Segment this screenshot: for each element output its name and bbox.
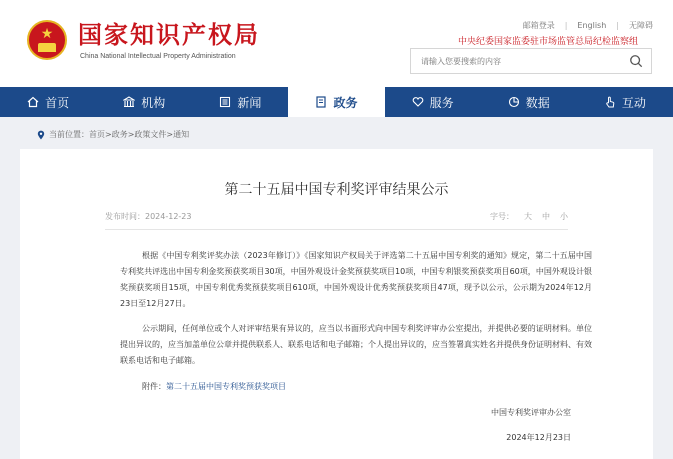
nav-item-label: 服务 [429,95,454,110]
breadcrumb-label: 当前位置： [49,130,89,139]
national-emblem-icon[interactable]: ★ [27,20,67,60]
hand-pointer-icon [604,96,616,108]
font-size-selector [480,211,568,222]
nav-item-news[interactable] [192,87,288,117]
article-card [20,149,653,459]
article-title: 第二十五届中国专利奖评审结果公示 [224,182,449,198]
breadcrumb [37,129,189,140]
heart-hand-icon [412,96,424,108]
nav-item-label: 新闻 [237,95,262,110]
article-paragraph-2: 公示期间，任何单位或个人对评审结果有异议的，应当以书面形式向中国专利奖评审办公室提出，并提供必要的证明材料。单位提出异议的，应当加盖单位公章并提供联系人、联系电话和电子邮箱；个人提出异议的，应当签署真实姓名并提供身份证明材料、有效联系电话和电子邮箱。 [120,324,592,365]
nav-item-label: 机构 [141,95,166,110]
publish-date: 发布时间：2024-12-23 [105,212,192,221]
font-size-label: 字号： [490,212,514,221]
location-pin-icon [37,130,45,140]
breadcrumb-path[interactable]: 首页>政务>政策文件>通知 [89,130,190,139]
attachment [142,381,286,392]
search-input[interactable] [411,49,623,73]
signature: 中国专利奖评审办公室 [491,408,571,417]
font-size-medium[interactable]: 中 [542,212,550,221]
nav-item-label: 互动 [621,95,646,110]
chart-icon [508,96,520,108]
site-subtitle: China National Intellectual Property Administration [80,53,236,60]
nav-item-label: 政务 [333,95,358,110]
news-icon [219,96,231,108]
discipline-link[interactable]: 中央纪委国家监委驻市场监管总局纪检监察组 [457,37,638,47]
nav-item-home[interactable] [0,87,96,117]
signature-date: 2024年12月23日 [506,433,571,442]
site-title[interactable]: 国家知识产权局 [78,20,260,49]
font-size-small[interactable]: 小 [560,212,568,221]
divider [105,229,568,230]
english-link[interactable]: English [577,21,607,30]
building-icon [123,96,135,108]
site-header [0,0,673,87]
email-login-link[interactable]: 邮箱登录 [522,21,555,30]
attachment-label: 附件： [142,382,166,391]
nav-item-label: 数据 [525,95,550,110]
search-icon[interactable] [629,54,643,68]
article-paragraph-1: 根据《中国专利奖评奖办法（2023年修订）》《国家知识产权局关于评选第二十五届中国专利奖的通知》规定，第二十五届中国专利奖共评选出中国专利金奖预获奖项目30项，中国外观设计金奖预获奖项目10项，中国专利银奖预获奖项目60项，中国外观设计银奖预获奖项目15项，中国专利优秀奖预获奖项目610项，中国外观设计优秀奖预获奖项目47项，现予以公示，公示期为2024年12月23日至12月27日。 [120,251,592,308]
nav-item-service[interactable] [385,87,481,117]
home-icon [27,96,39,108]
nav-item-data[interactable] [481,87,577,117]
font-size-large[interactable]: 大 [524,212,532,221]
attachment-link[interactable]: 第二十五届中国专利奖预获奖项目 [166,382,286,391]
nav-item-label: 首页 [45,95,70,110]
main-nav [0,87,673,117]
search-box [410,48,652,74]
document-icon [315,96,327,108]
top-links: 邮箱登录 | English | 无障碍 [522,21,653,30]
nav-item-org[interactable] [96,87,192,117]
accessibility-link[interactable]: 无障碍 [629,21,653,30]
nav-item-gov-affairs[interactable] [288,87,384,117]
nav-item-interact[interactable] [577,87,673,117]
